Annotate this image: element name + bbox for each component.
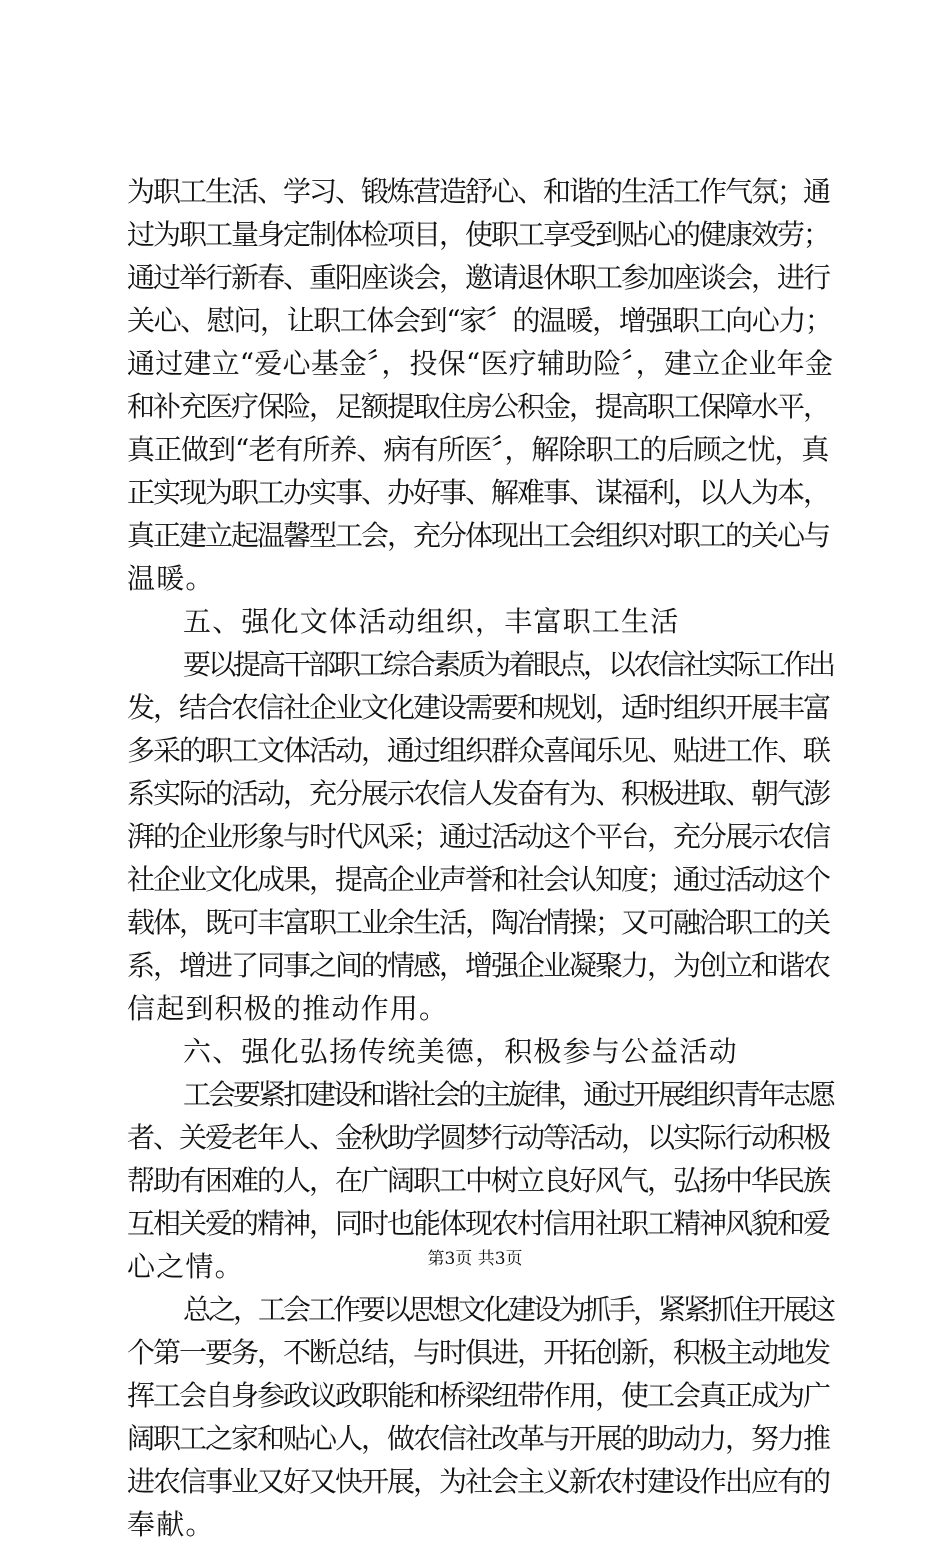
text-line: 个第一要务，不断总结，与时俱进，开拓创新，积极主动地发 xyxy=(127,1336,830,1369)
text-line: 社企业文化成果，提高企业声誉和社会认知度；通过活动这个 xyxy=(127,863,830,896)
text-line: 信起到积极的推动作用。 xyxy=(127,992,449,1025)
document-body xyxy=(127,170,833,1546)
text-line: 正实现为职工办实事、办好事、解难事、谋福利，以人为本， xyxy=(127,476,830,509)
text-line: 阔职工之家和贴心人，做农信社改革与开展的助动力，努力推 xyxy=(127,1422,830,1455)
text-line: 系实际的活动，充分展示农信人发奋有为、积极进取、朝气澎 xyxy=(127,777,830,810)
text-line: 五、强化文体活动组织，丰富职工生活 xyxy=(183,605,680,638)
text-line: 工会要紧扣建设和谐社会的主旋律，通过开展组织青年志愿 xyxy=(183,1078,834,1111)
text-line: 过为职工量身定制体检项目，使职工享受到贴心的健康效劳； xyxy=(127,218,830,251)
text-line: 真正做到“老有所养、病有所医〞，解除职工的后顾之忧，真 xyxy=(127,433,829,466)
text-line: 通过建立“爱心基金〞，投保“医疗辅助险〞，建立企业年金 xyxy=(127,347,834,380)
text-line: 帮助有困难的人，在广阔职工中树立良好风气，弘扬中华民族 xyxy=(127,1164,830,1197)
text-line: 和补充医疗保险，足额提取住房公积金，提高职工保障水平， xyxy=(127,390,830,423)
text-line: 湃的企业形象与时代风采；通过活动这个平台，充分展示农信 xyxy=(127,820,830,853)
text-line: 真正建立起温馨型工会，充分体现出工会组织对职工的关心与 xyxy=(127,519,830,552)
text-line: 为职工生活、学习、锻炼营造舒心、和谐的生活工作气氛；通 xyxy=(127,175,830,208)
text-line: 奉献。 xyxy=(127,1508,215,1541)
text-line: 系，增进了同事之间的情感，增强企业凝聚力，为创立和谐农 xyxy=(127,949,830,982)
text-line: 发，结合农信社企业文化建设需要和规划，适时组织开展丰富 xyxy=(127,691,830,724)
text-line: 进农信事业又好又快开展，为社会主义新农村建设作出应有的 xyxy=(127,1465,830,1498)
text-line: 六、强化弘扬传统美德，积极参与公益活动 xyxy=(183,1035,738,1068)
page-footer: 第3页 共3页 xyxy=(427,1249,523,1269)
text-line: 要以提高干部职工综合素质为着眼点，以农信社实际工作出 xyxy=(183,648,834,681)
text-line: 载体，既可丰富职工业余生活，陶冶情操；又可融洽职工的关 xyxy=(127,906,830,939)
text-line: 通过举行新春、重阳座谈会，邀请退休职工参加座谈会，进行 xyxy=(127,261,830,294)
text-line: 者、关爱老年人、金秋助学圆梦行动等活动，以实际行动积极 xyxy=(127,1121,830,1154)
text-line: 互相关爱的精神，同时也能体现农村信用社职工精神风貌和爱 xyxy=(127,1207,830,1240)
text-line: 总之，工会工作要以思想文化建设为抓手，紧紧抓住开展这 xyxy=(183,1293,834,1326)
text-line: 温暖。 xyxy=(127,562,215,595)
text-line: 挥工会自身参政议政职能和桥梁纽带作用，使工会真正成为广 xyxy=(127,1379,830,1412)
text-line: 关心、慰问，让职工体会到“家〞的温暖，增强职工向心力； xyxy=(127,304,832,337)
text-line: 心之情。 xyxy=(127,1250,244,1283)
text-line: 多采的职工文体活动，通过组织群众喜闻乐见、贴进工作、联 xyxy=(127,734,830,767)
